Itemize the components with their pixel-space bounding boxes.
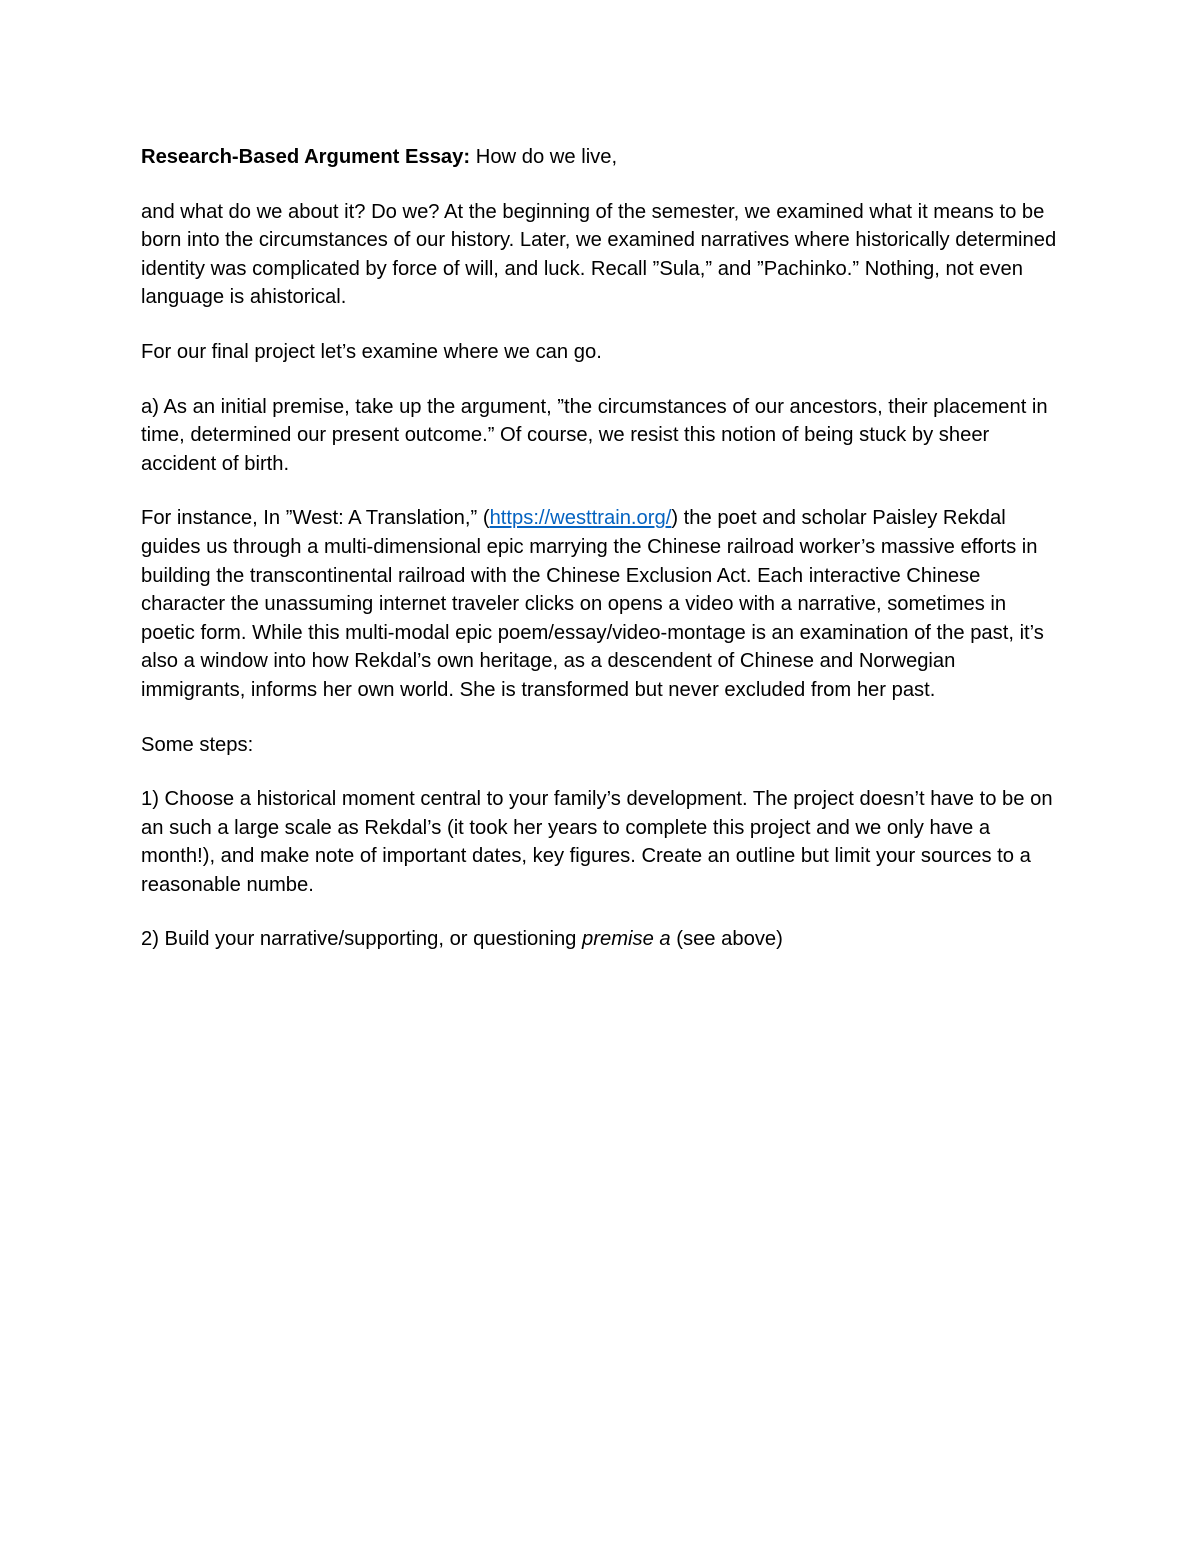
step-2-text-after: (see above) (670, 928, 783, 951)
paragraph-final-project: For our final project let’s examine where we can go. (141, 340, 602, 363)
paragraph-premise-a: a) As an initial premise, take up the argument, ”the circumstances of our ancestors, their placement in time, determined our present outcome.” Of course, we resist this notion of being stuck by sheer accident of birth. (141, 395, 1048, 475)
step-2-text-before: 2) Build your narrative/supporting, or questioning (141, 928, 583, 951)
title-rest-text: How do we live, (470, 146, 618, 168)
paragraph-step-2 (141, 925, 1061, 954)
document-title (141, 143, 1061, 172)
paragraph-intro: and what do we about it? Do we? At the beginning of the semester, we examined what it means to be born into the circumstances of our history. Later, we examined narratives where historically determined identity was complicated by force of will, and luck. Recall ”Sula,” and ”Pachinko.” Nothing, not even language is ahistorical. (141, 200, 1057, 309)
title-bold-text: Research-Based Argument Essay: (141, 146, 471, 168)
paragraph-some-steps: Some steps: (141, 733, 254, 756)
step-2-italic-premise: premise a (582, 928, 671, 951)
paragraph-west-translation (141, 504, 1061, 704)
westtrain-link[interactable]: https://westtrain.org/ (489, 507, 672, 530)
west-text-after-link: ) the poet and scholar Paisley Rekdal guides us through a multi-dimensional epic marrying the Chinese railroad worker’s massive efforts in building the transcontinental railroad with the Chinese Exclusion Act. Each interactive Chinese character the unassuming internet traveler clicks on opens a video with a narrative, sometimes in poetic form. While this multi-modal epic poem/essay/video-montage is an examination of the past, it’s also a window into how Rekdal’s own heritage, as a descendent of Chinese and Norwegian immigrants, informs her own world. She is transformed but never excluded from her past. (141, 507, 1044, 701)
paragraph-step-1: 1) Choose a historical moment central to your family’s development. The project doesn’t have to be on an such a large scale as Rekdal’s (it took her years to complete this project and we only have a month!), and make note of important dates, key figures. Create an outline but limit your sources to a reasonable numbe. (141, 788, 1053, 896)
document-body (141, 143, 1061, 980)
west-text-before-link: For instance, In ”West: A Translation,” ( (141, 507, 490, 530)
